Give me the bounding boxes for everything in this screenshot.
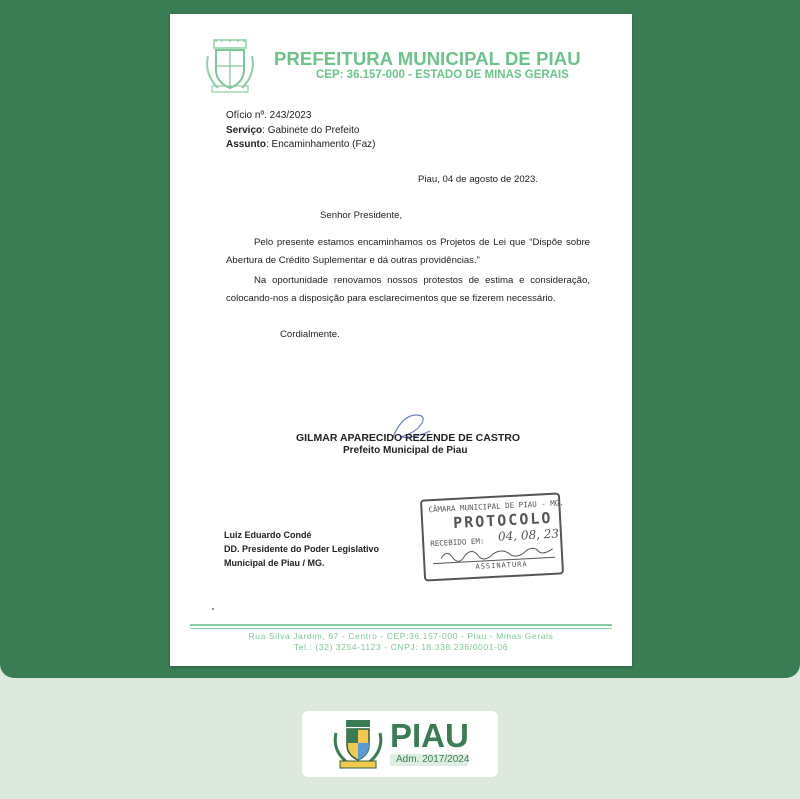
signatory-role: Prefeito Municipal de Piau	[343, 445, 468, 456]
addressee-place: Municipal de Piau / MG.	[224, 558, 325, 568]
administration-badge	[390, 754, 468, 766]
assunto-line	[226, 139, 376, 150]
addressee-name: Luiz Eduardo Condé	[224, 530, 312, 540]
brand-logo-card	[302, 711, 498, 777]
footer-contact: Tel.: (32) 3254-1123 - CNPJ: 18.338.236/0001-06	[293, 642, 509, 652]
brand-name: PIAU	[390, 717, 469, 754]
footer-address: Rua Silva Jardim, 67 - Centro - CEP:36.157-000 - Piau - Minas Gerais	[248, 631, 554, 641]
stamp-protocolo: PROTOCOLO	[452, 508, 553, 532]
paragraph-2: Na oportunidade renovamos nossos protestos de estima e consideração, colocando-nos a disposição para esclarecimentos que se fizerem necessário.	[226, 275, 590, 304]
oficio-number: Ofício nº. 243/2023	[226, 110, 312, 121]
municipal-crest-icon	[202, 38, 258, 94]
assunto-value: : Encaminhamento (Faz)	[266, 139, 376, 150]
assunto-label: Assunto	[226, 139, 266, 150]
document-page	[170, 14, 632, 666]
signatory-name: GILMAR APARECIDO REZENDE DE CASTRO	[296, 432, 521, 444]
servico-value: : Gabinete do Prefeito	[262, 125, 360, 136]
date-line: Piau, 04 de agosto de 2023.	[418, 174, 539, 185]
addressee-title: DD. Presidente do Poder Legislativo	[224, 544, 380, 554]
footer-rule	[190, 624, 612, 629]
stamp-header: CÂMARA MUNICIPAL DE PIAU - MG.	[428, 498, 565, 515]
salutation: Senhor Presidente,	[320, 210, 403, 221]
letterhead-title: PREFEITURA MUNICIPAL DE PIAU	[274, 48, 581, 69]
piau-crest-icon	[332, 719, 384, 771]
page-mark	[212, 608, 214, 610]
closing: Cordialmente.	[280, 329, 340, 340]
administration-period: Adm. 2017/2024	[396, 754, 470, 765]
servico-line	[226, 125, 359, 136]
paragraph-1: Pelo presente estamos encaminhamos os Projetos de Lei que “Dispõe sobre Abertura de Crédito Suplementar e dá outras providências.”	[226, 237, 590, 266]
stamp-assinatura: ASSINATURA	[475, 560, 528, 571]
protocol-stamp	[420, 492, 564, 581]
servico-label: Serviço	[226, 125, 263, 136]
letterhead-subtitle: CEP: 36.157-000 - ESTADO DE MINAS GERAIS	[316, 69, 569, 81]
stamp-received-label: RECEBIDO EM:	[430, 536, 485, 549]
stamp-received-date: 04, 08, 23	[497, 526, 560, 544]
